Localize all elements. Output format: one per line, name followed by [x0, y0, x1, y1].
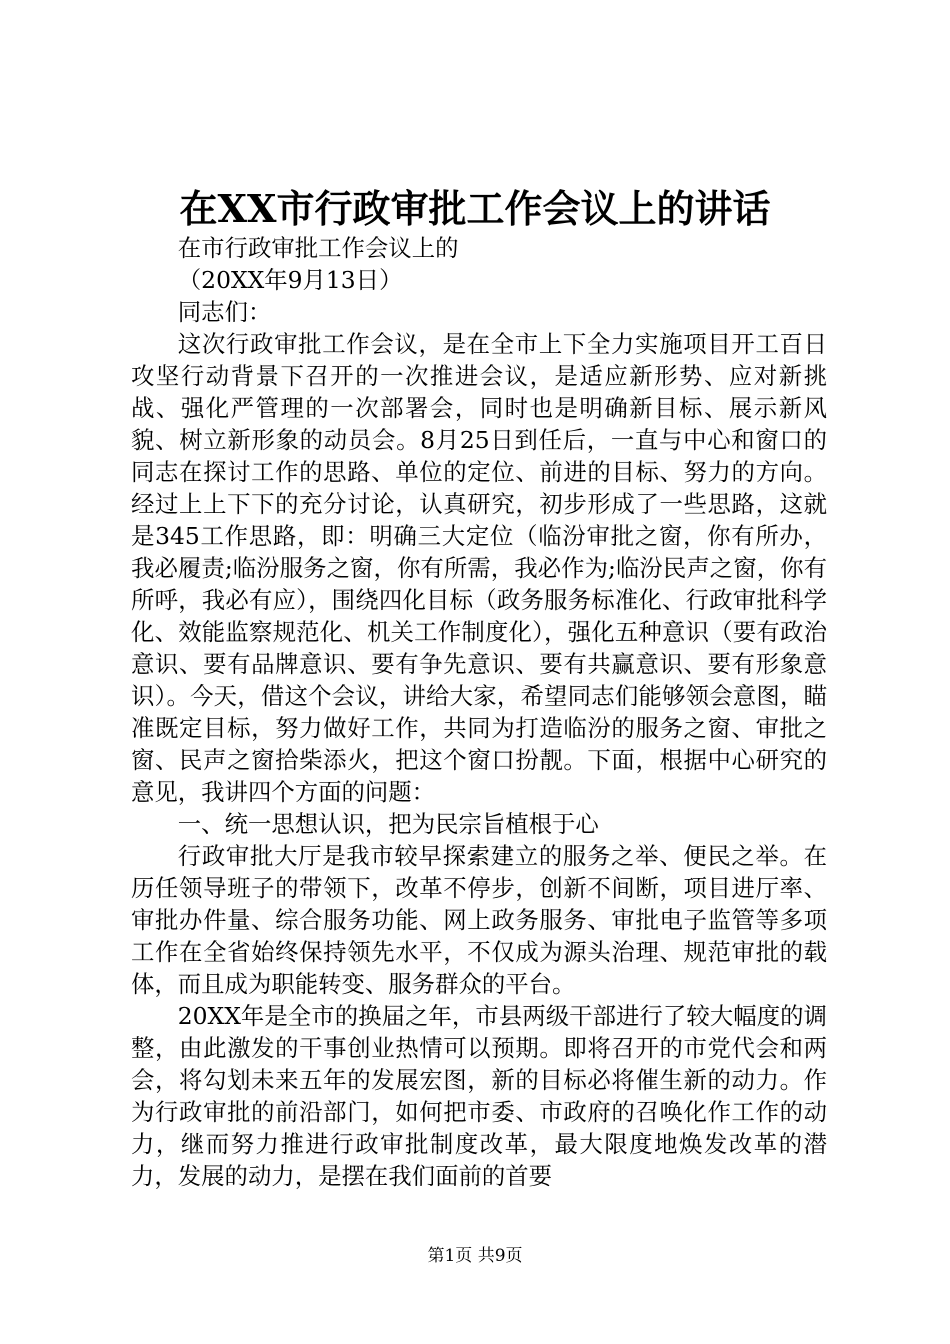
paragraph-intro: 这次行政审批工作会议，是在全市上下全力实施项目开工百日攻坚行动背景下召开的一次推进会议，是适应新形势、应对新挑战、强化严管理的一次部署会，同时也是明确新目标、展示新风貌、树立新形象的动员会。8月25日到任后，一直与中心和窗口的同志在探讨工作的思路、单位的定位、前进的目标、努力的方向。经过上上下下的充分讨论，认真研究，初步形成了一些思路，这就是345工作思路，即：明确三大定位（临汾审批之窗，你有所办，我必履责;临汾服务之窗，你有所需，我必作为;临汾民声之窗，你有所呼，我必有应），围绕四化目标（政务服务标准化、行政审批科学化、效能监察规范化、机关工作制度化），强化五种意识（要有政治意识、要有品牌意识、要有争先意识、要有共赢意识、要有形象意识）。今天，借这个会议，讲给大家，希望同志们能够领会意图，瞄准既定目标，努力做好工作，共同为打造临汾的服务之窗、审批之窗、民声之窗拾柴添火，把这个窗口扮靓。下面，根据中心研究的意见，我讲四个方面的问题： — [131, 330, 827, 806]
document-body — [131, 232, 827, 1192]
document-title: 在XX市行政审批工作会议上的讲话 — [179, 186, 771, 231]
paragraph-date: （20XX年9月13日） — [177, 266, 403, 294]
section-heading-1: 一、统一思想认识，把为民宗旨植根于心 — [177, 810, 599, 838]
paragraph-subtitle: 在市行政审批工作会议上的 — [177, 234, 459, 262]
paragraph-hall: 行政审批大厅是我市较早探索建立的服务之举、便民之举。在历任领导班子的带领下，改革不停步，创新不间断，项目进厅率、审批办件量、综合服务功能、网上政务服务、审批电子监管等多项工作在全省始终保持领先水平，不仅成为源头治理、规范审批的载体，而且成为职能转变、服务群众的平台。 — [131, 842, 827, 998]
page-footer: 第1页 共9页 — [427, 1246, 523, 1266]
paragraph-salutation: 同志们： — [177, 298, 272, 326]
paragraph-election-year: 20XX年是全市的换届之年，市县两级干部进行了较大幅度的调整，由此激发的干事创业热情可以预期。即将召开的市党代会和两会，将勾划未来五年的发展宏图，新的目标必将催生新的动力。作为行政审批的前沿部门，如何把市委、市政府的召唤化作工作的动力，继而努力推进行政审批制度改革，最大限度地焕发改革的潜力，发展的动力，是摆在我们面前的首要 — [131, 1002, 827, 1190]
